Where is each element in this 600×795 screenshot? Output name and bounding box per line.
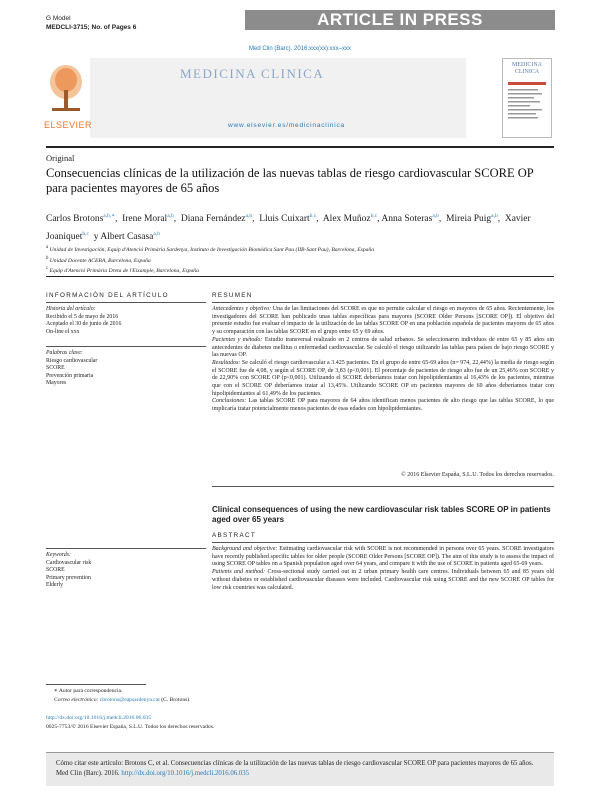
article-history: Historia del artículo: Recibido el 5 de mayo de 2016 Aceptado el 30 de junio de 2016 On-line el xxx xyxy=(46,306,122,335)
abstract-rule xyxy=(212,542,554,543)
article-type: Original xyxy=(46,153,75,163)
header-rule xyxy=(46,146,554,148)
author[interactable]: Mireia Puig$^{a,b}$ xyxy=(446,213,498,225)
info-rule xyxy=(46,346,206,347)
english-title: Clinical consequences of using the new cardiovascular risk tables SCORE OP in patients aged over 65 years xyxy=(212,505,551,524)
copyright-es: © 2016 Elsevier España, S.L.U. Todos los derechos reservados. xyxy=(401,472,554,478)
author[interactable]: Alex Muñoz$^{b,c}$ xyxy=(322,213,378,225)
publisher-name: ELSEVIER xyxy=(44,120,93,130)
email-link[interactable]: cbrotons@eapsardenya.cat xyxy=(99,697,160,703)
journal-citation[interactable]: Med Clin (Barc). 2016;xxx(xx):xxx–xxx xyxy=(248,46,352,52)
keyword: SCORE xyxy=(46,365,65,372)
affiliation: $^b$ Unidad Docente ACEBA, Barcelona, España xyxy=(46,255,151,264)
affiliation: $^c$ Equip d'Atenció Primària Dreta de l'Eixample, Barcelona, España xyxy=(46,266,199,275)
footnotes: ∗ Autor para correspondencia. Correo electrónico: cbrotons@eapsardenya.cat (C. Brotons). xyxy=(54,688,191,703)
affiliation: $^a$ Unidad de Investigación, Equip d'Atenció Primària Sardenya, Instituto de Investigación Biomédica Sant Pau (IIB-Sant Pau), Barcelona, España xyxy=(46,245,375,253)
info-rule xyxy=(46,302,206,303)
doi-block xyxy=(46,714,214,732)
author[interactable]: Anna Soteras$^{a,b}$ xyxy=(381,213,439,225)
cover-lines-graphic xyxy=(508,82,546,132)
keywords-en: Keywords: Cardiovascular risk SCORE Primary prevention Elderly xyxy=(46,552,206,590)
abstract-body: Background and objective: Estimating cardiovascular risk with SCORE is not recommended in persons over 65 years. SCORE investigators have recently published specific tables for older people (SCORE Older Persons [SCORE OP]). The aim of this study is to assess the impact of using SCORE OP tables on a Spanish population aged over 64 years, and compare it with the use of SCORE in patients aged 65-69 years. Patients and method: Cross-sectional study carried out in 2 urban primary health care centres. Individuals between 65 and 85 years old without diabetes or established cardiovascular diseases were included. Cardiovascular risk using SCORE and the new SCORE OP tables for low risk countries was calculated. xyxy=(212,546,555,591)
model-label: G Model xyxy=(46,15,71,22)
how-to-cite-box xyxy=(46,752,554,786)
journal-logo: MEDICINA CLINICA xyxy=(180,66,325,81)
cite-doi-link[interactable]: http://dx.doi.org/10.1016/j.medcli.2016.06.035 xyxy=(121,770,250,777)
author[interactable]: y Albert Casasa$^{a,b}$ xyxy=(93,231,160,243)
keyword: Riesgo cardiovascular xyxy=(46,357,98,364)
article-title: Consecuencias clínicas de la utilización de las nuevas tablas de riesgo cardiovascular SCORE OP para pacientes mayores de 65 años xyxy=(46,166,534,195)
header-left xyxy=(46,14,136,32)
keyword: Mayores xyxy=(46,380,67,387)
issn-line: 0025-7753/© 2016 Elsevier España, S.L.U. Todos los derechos reservados. xyxy=(46,724,215,730)
affiliations xyxy=(46,244,556,276)
author[interactable]: Irene Moral$^{a,b}$ xyxy=(122,213,174,225)
article-code: MEDCLI-3715; xyxy=(46,24,90,31)
cite-label: Cómo citar este artículo: xyxy=(56,760,124,767)
resumen-heading: RESUMEN xyxy=(212,292,253,299)
elsevier-tree-logo xyxy=(46,60,86,116)
doi-link[interactable]: http://dx.doi.org/10.1016/j.medcli.2016.06.035 xyxy=(46,715,152,721)
abstract-heading: ABSTRACT xyxy=(212,532,256,539)
author[interactable]: Xavier Joaniquet$^{b,c}$ xyxy=(46,214,531,243)
keyword: SCORE xyxy=(46,567,65,574)
keywords-en-rule xyxy=(46,548,206,549)
cover-title: MEDICINA CLINICA xyxy=(512,62,542,75)
author[interactable]: Diana Fernández$^{a,b}$ xyxy=(180,213,253,225)
page-count: No. of Pages 6 xyxy=(91,24,137,31)
resumen-end-rule xyxy=(212,486,554,487)
journal-url[interactable]: www.elsevier.es/medicinaclinica xyxy=(228,122,345,129)
keyword: Prevención primaria xyxy=(46,372,94,379)
footnote-rule xyxy=(46,684,146,685)
keywords-es: Palabras clave: Riesgo cardiovascular SCORE Prevención primaria Mayores xyxy=(46,350,206,388)
resumen-rule xyxy=(212,302,554,303)
keyword: Primary prevention xyxy=(46,574,91,581)
author[interactable]: Carlos Brotons$^{a,b,∗}$ xyxy=(46,213,115,225)
keyword: Elderly xyxy=(46,582,64,589)
resumen-body: Antecedentes y objetivo: Una de las limitaciones del SCORE es que no permite calcular el riesgo en mayores de 65 años. Recientemente, los investigadores del SCORE han publicado unas tablas específicas para mayores (SCORE Older Persons [SCORE OP]). El objetivo del presente estudio fue evaluar el impacto de la utilización de las tablas SCORE OP en una población española de pacientes mayores de 65 años y su comparación con las tablas SCORE en el grupo entre 65 y 69 años. Pacientes y método: Estudio transversal realizado en 2 centros de salud urbanos. Se seleccionaron individuos de entre 65 y 85 años sin antecedentes de diabetes mellitus o enfermedad cardiovascular. Se calculó el riesgo utilizando las tablas para países de bajo riesgo SCORE y las nuevas OP. Resultados: Se calculó el riesgo cardiovascular a 3.425 pacientes. En el grupo de entre 65-69 años (n= 974, 22,44%) la media de riesgo según el SCORE fue de 4,08, y según el SCORE OP, de 3,83 (p<0,001). El porcentaje de pacientes de riesgo alto fue de un 25,46% con SCORE y de 22,90% con SCORE OP (p<0,001). Utilizando el SCORE deberíamos tratar con hipolipidemiantes al 16,43% de los pacientes, mientras que con el SCORE OP deberíamos tratar al 13,45%. Utilizando SCORE OP en pacientes mayores de 69 años deberíamos tratar con hipolipidemiantes al 61,49% de los pacientes. Conclusiones: Las tablas SCORE OP para mayores de 64 años identifican menos pacientes de alto riesgo que las tablas SCORE, lo que implicaría tratar potencialmente menos pacientes de esas edades con hipolipidemiantes. xyxy=(212,306,555,413)
author-list: Carlos Brotons$^{a,b,∗}$, Irene Moral$^{a,b}$, Diana Fernández$^{a,b}$, Lluis Cuixart$^{b,c}$, Alex Muñoz$^{b,c}$, Anna Soteras$^{a,b}$, Mireia Puig$^{a,b}$, Xavier Joaniquet$^{b,c}$ y Albert Casasa$^{a,b}$ xyxy=(46,213,531,243)
author[interactable]: Lluis Cuixart$^{b,c}$ xyxy=(259,213,317,225)
keyword: Cardiovascular risk xyxy=(46,559,92,566)
article-info-heading: INFORMACIÓN DEL ARTÍCULO xyxy=(46,292,169,299)
cite-text: Brotons C, et al. Consecuencias clínicas de la utilización de las nuevas tablas de riesgo cardiovascular SCORE OP para pacientes mayores de 65 años. Med Clin (Barc). 2016. xyxy=(56,760,534,777)
affiliation-rule xyxy=(46,276,554,277)
article-in-press-banner: ARTICLE IN PRESS xyxy=(245,10,555,30)
corresponding-author: ∗ Autor para correspondencia. xyxy=(54,688,123,694)
